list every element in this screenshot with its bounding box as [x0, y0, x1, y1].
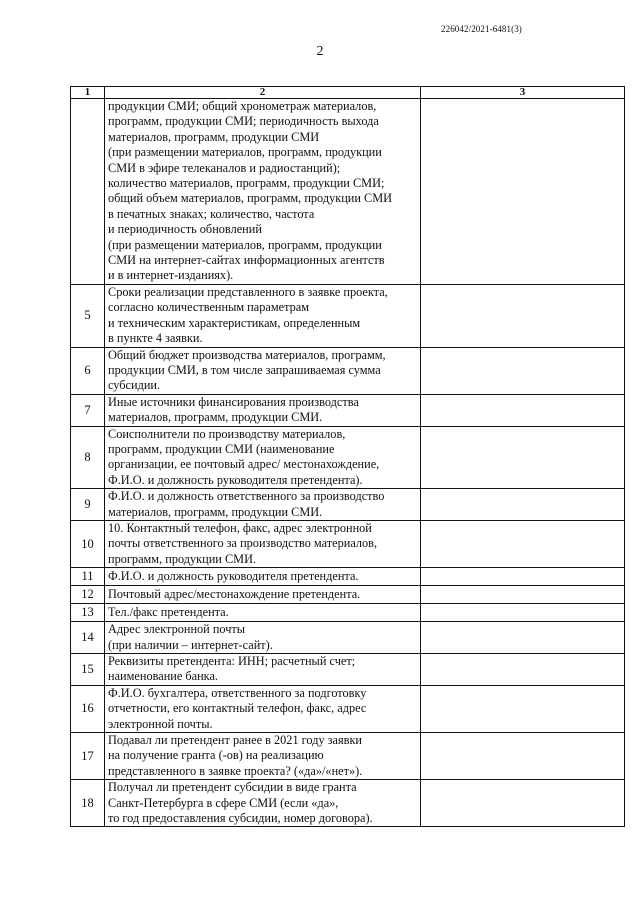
row-value-cell[interactable]: [421, 284, 625, 347]
row-number: 6: [71, 347, 105, 394]
row-value-cell[interactable]: [421, 99, 625, 285]
row-value-cell[interactable]: [421, 733, 625, 780]
row-description: Ф.И.О. и должность руководителя претендента.: [105, 568, 421, 586]
row-description: Соисполнители по производству материалов, программ, продукции СМИ (наименование организации, ее почтовый адрес/ местонахождение, Ф.И.О. и должность руководителя претендента).: [105, 426, 421, 489]
row-number: 17: [71, 733, 105, 780]
row-description: Ф.И.О. бухгалтера, ответственного за подготовку отчетности, его контактный телефон, факс, адрес электронной почты.: [105, 685, 421, 732]
page-number: 2: [316, 44, 324, 59]
row-description: Адрес электронной почты (при наличии – интернет-сайт).: [105, 622, 421, 654]
row-description: Ф.И.О. и должность ответственного за производство материалов, программ, продукции СМИ.: [105, 489, 421, 521]
column-header-description: 2: [105, 87, 421, 99]
row-number: 18: [71, 780, 105, 827]
row-description: Сроки реализации представленного в заявке проекта, согласно количественным параметрам и техническим характеристикам, определенным в пункте 4 заявки.: [105, 284, 421, 347]
row-number: 10: [71, 520, 105, 567]
row-number: 5: [71, 284, 105, 347]
row-number: 11: [71, 568, 105, 586]
row-value-cell[interactable]: [421, 520, 625, 567]
row-description: Подавал ли претендент ранее в 2021 году заявки на получение гранта (-ов) на реализацию представленного в заявке проекта? («да»/«нет»).: [105, 733, 421, 780]
row-value-cell[interactable]: [421, 394, 625, 426]
table-row: [71, 426, 625, 489]
table-row: [71, 347, 625, 394]
table-row: [71, 520, 625, 567]
row-value-cell[interactable]: [421, 685, 625, 732]
row-number: 7: [71, 394, 105, 426]
table-row: [71, 99, 625, 285]
table-row: [71, 733, 625, 780]
row-number: [71, 99, 105, 285]
row-number: 14: [71, 622, 105, 654]
table-row: [71, 568, 625, 586]
table-row: [71, 394, 625, 426]
row-value-cell[interactable]: [421, 586, 625, 604]
table-header-row: [71, 87, 625, 99]
table-row: [71, 586, 625, 604]
row-description: продукции СМИ; общий хронометраж материалов, программ, продукции СМИ; периодичность выхода материалов, программ, продукции СМИ (при размещении материалов, программ, продукции СМИ в эфире телеканалов и радиостанций); количество материалов, программ, продукции СМИ; общий объем материалов, программ, продукции СМИ в печатных знаках; количество, частота и периодичность обновлений (при размещении материалов, программ, продукции СМИ на интернет-сайтах информационных агентств и в интернет-изданиях).: [105, 99, 421, 285]
row-number: 8: [71, 426, 105, 489]
row-description: Общий бюджет производства материалов, программ, продукции СМИ, в том числе запрашиваемая сумма субсидии.: [105, 347, 421, 394]
row-number: 12: [71, 586, 105, 604]
row-value-cell[interactable]: [421, 426, 625, 489]
row-value-cell[interactable]: [421, 604, 625, 622]
row-number: 15: [71, 654, 105, 686]
row-number: 16: [71, 685, 105, 732]
row-value-cell[interactable]: [421, 347, 625, 394]
table-row: [71, 685, 625, 732]
row-description: Иные источники финансирования производства материалов, программ, продукции СМИ.: [105, 394, 421, 426]
row-value-cell[interactable]: [421, 489, 625, 521]
row-value-cell[interactable]: [421, 568, 625, 586]
table-row: [71, 284, 625, 347]
row-number: 9: [71, 489, 105, 521]
row-description: Тел./факс претендента.: [105, 604, 421, 622]
table-row: [71, 604, 625, 622]
row-description: Получал ли претендент субсидии в виде гранта Санкт-Петербурга в сфере СМИ (если «да», то год предоставления субсидии, номер договора).: [105, 780, 421, 827]
row-value-cell[interactable]: [421, 622, 625, 654]
row-number: 13: [71, 604, 105, 622]
application-form-table: [70, 86, 625, 827]
table-row: [71, 489, 625, 521]
document-number: 226042/2021-6481(3): [441, 24, 522, 34]
table-row: [71, 654, 625, 686]
row-description: Реквизиты претендента: ИНН; расчетный счет; наименование банка.: [105, 654, 421, 686]
row-value-cell[interactable]: [421, 780, 625, 827]
column-header-value: 3: [421, 87, 625, 99]
table-row: [71, 622, 625, 654]
row-description: 10. Контактный телефон, факс, адрес электронной почты ответственного за производство материалов, программ, продукции СМИ.: [105, 520, 421, 567]
row-description: Почтовый адрес/местонахождение претендента.: [105, 586, 421, 604]
column-header-number: 1: [71, 87, 105, 99]
table-row: [71, 780, 625, 827]
row-value-cell[interactable]: [421, 654, 625, 686]
